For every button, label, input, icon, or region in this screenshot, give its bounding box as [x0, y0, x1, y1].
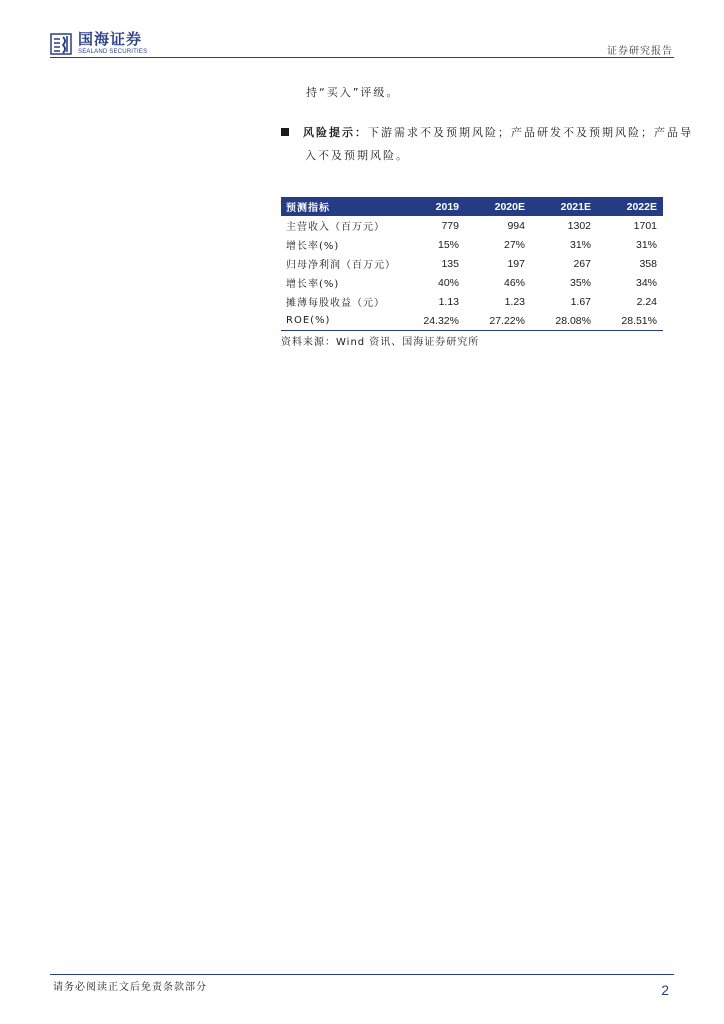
sealand-logo-icon — [50, 33, 72, 55]
table-row-label: 增长率(%) — [286, 241, 340, 252]
table-cell: 197 — [507, 257, 525, 270]
table-cell: 1302 — [567, 219, 591, 232]
table-cell: 28.51% — [597, 311, 663, 331]
table-row — [281, 254, 663, 273]
table-header-cell: 2021E — [531, 197, 597, 216]
table-row — [281, 311, 663, 331]
table-cell: 40% — [437, 276, 459, 289]
table-cell: 267 — [573, 257, 591, 270]
footer-disclaimer: 请务必阅读正文后免责条款部分 — [53, 982, 207, 993]
table-cell: 1.23 — [504, 295, 525, 308]
report-type-label: 证券研究报告 — [607, 46, 673, 57]
risk-text-line-1: 下游需求不及预期风险；产品研发不及预期风险；产品导 — [368, 126, 693, 139]
company-logo — [50, 32, 147, 55]
table-row-label: ROE(%) — [281, 311, 399, 331]
table-cell: 358 — [639, 257, 657, 270]
risk-text-line-2: 入不及预期风险。 — [305, 149, 409, 162]
table-header-cell: 2019 — [399, 197, 465, 216]
table-cell: 994 — [507, 219, 525, 232]
table-row — [281, 235, 663, 254]
table-row-label: 归母净利润（百万元） — [286, 260, 396, 271]
table-cell: 34% — [635, 276, 657, 289]
table-cell: 1701 — [633, 219, 657, 232]
page-header — [0, 0, 724, 60]
table-cell: 1.13 — [438, 295, 459, 308]
table-row — [281, 273, 663, 292]
table-cell: 31% — [569, 238, 591, 251]
table-cell: 31% — [635, 238, 657, 251]
table-row-label: 增长率(%) — [286, 279, 340, 290]
table-cell: 35% — [569, 276, 591, 289]
risk-title: 风险提示： — [303, 126, 368, 139]
page-number: 2 — [661, 982, 669, 998]
forecast-table — [281, 197, 663, 331]
table-cell: 135 — [441, 257, 459, 270]
rating-sentence: 持“买入”评级。 — [306, 86, 400, 99]
table-source-note: 资料来源：Wind 资讯、国海证券研究所 — [281, 337, 480, 348]
table-row-label: 主营收入（百万元） — [286, 222, 385, 233]
table-row-label: 摊薄每股收益（元） — [286, 298, 385, 309]
table-header-cell: 2022E — [597, 197, 663, 216]
table-row — [281, 216, 663, 235]
table-cell: 46% — [503, 276, 525, 289]
table-cell: 779 — [441, 219, 459, 232]
footer-divider — [50, 974, 674, 975]
table-header-cell: 预测指标 — [281, 197, 399, 216]
table-header-cell: 2020E — [465, 197, 531, 216]
logo-chinese-name: 国海证券 — [78, 30, 143, 48]
table-cell: 2.24 — [636, 295, 657, 308]
risk-warning — [281, 121, 696, 167]
table-cell: 27.22% — [465, 311, 531, 331]
table-cell: 24.32% — [399, 311, 465, 331]
table-cell: 27% — [503, 238, 525, 251]
table-cell: 15% — [437, 238, 459, 251]
table-cell: 28.08% — [531, 311, 597, 331]
table-row — [281, 292, 663, 311]
logo-english-name: SEALAND SECURITIES — [78, 49, 148, 55]
table-cell: 1.67 — [570, 295, 591, 308]
header-divider — [50, 57, 674, 58]
square-bullet-icon — [281, 128, 289, 136]
table-header-row — [281, 197, 663, 216]
